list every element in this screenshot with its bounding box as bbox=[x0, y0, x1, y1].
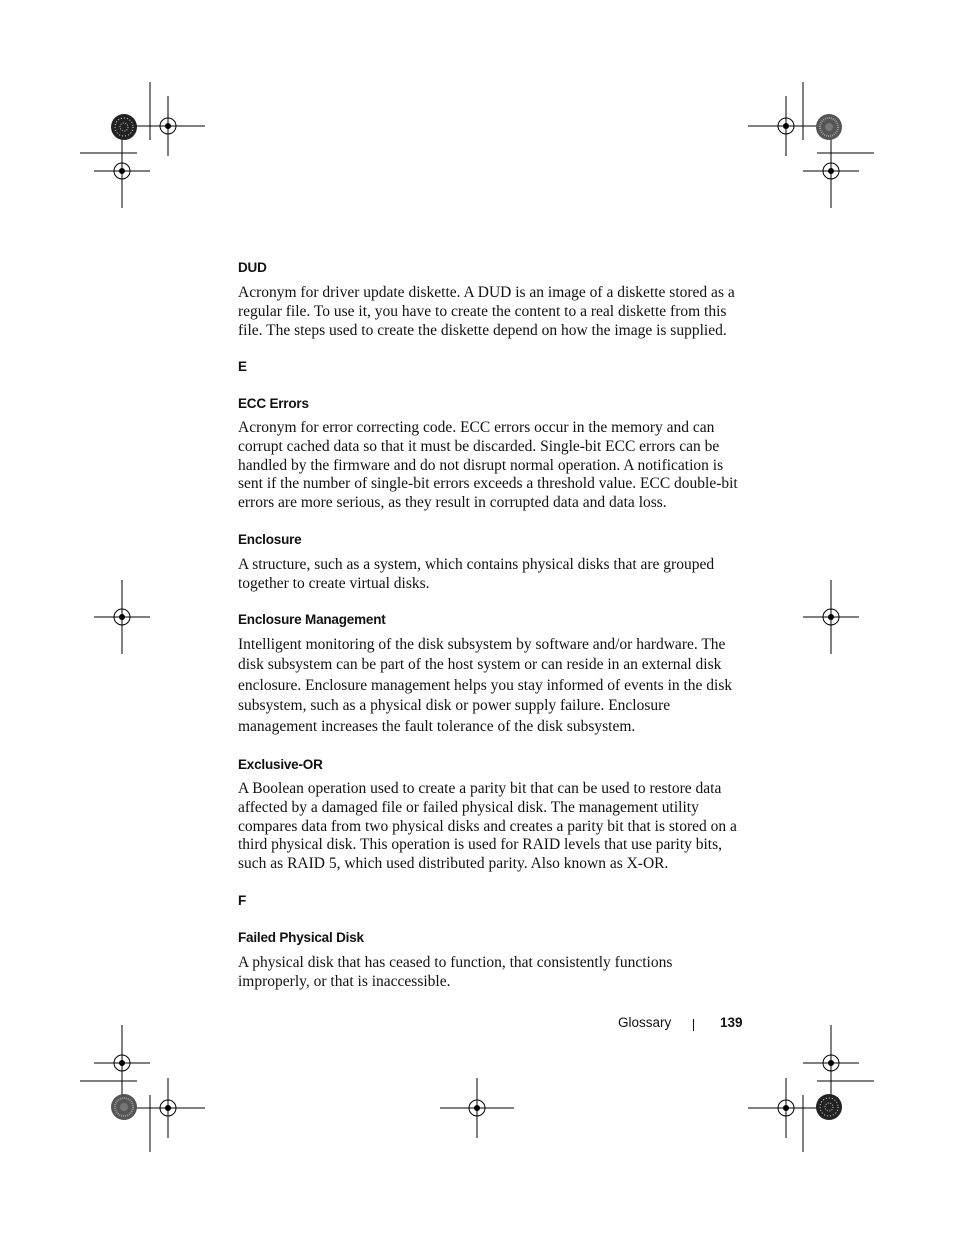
glossary-definition-enclosure-management: Intelligent monitoring of the disk subsystem by software and/or hardware. The disk subsystem can be part of the host system or can reside in an external disk enclosure. Enclosure management helps you stay informed of events in the disk subsystem, such as a physical disk or power supply failure. Enclosure management increases the fault tolerance of the disk subsystem. bbox=[238, 636, 733, 735]
glossary-term-failed-physical-disk: Failed Physical Disk bbox=[238, 930, 364, 945]
page-number: 139 bbox=[720, 1015, 743, 1030]
glossary-definition-enclosure: A structure, such as a system, which contains physical disks that are grouped together to create virtual disks. bbox=[238, 556, 715, 592]
glossary-definition-ecc-errors: Acronym for error correcting code. ECC errors occur in the memory and can corrupt cached data so that it must be discarded. Single-bit ECC errors can be handled by the firmware and do not disrupt normal operation. A notification is sent if the number of single-bit errors exceeds a threshold value. ECC double-bit errors are more serious, as they result in corrupted data and data loss. bbox=[238, 419, 738, 512]
registration-target-bottom-right bbox=[816, 1094, 842, 1120]
glossary-term-dud: DUD bbox=[238, 260, 267, 275]
glossary-definition-exclusive-or: A Boolean operation used to create a parity bit that can be used to restore data affected by a damaged file or failed physical disk. The management utility compares data from two physical disks and creates a parity bit that is stored on a third physical disk. This operation is used for RAID levels that use parity bits, such as RAID 5, which used distributed parity. Also known as X-OR. bbox=[238, 780, 737, 873]
glossary-definition-failed-physical-disk: A physical disk that has ceased to function, that consistently functions improperly, or that is inaccessible. bbox=[238, 954, 673, 990]
footer-section-label: Glossary bbox=[618, 1015, 672, 1030]
glossary-definition-dud: Acronym for driver update diskette. A DUD is an image of a diskette stored as a regular file. To use it, you have to create the content to a real diskette from this file. The steps used to create the diskette depend on how the image is supplied. bbox=[238, 284, 735, 339]
glossary-term-ecc-errors: ECC Errors bbox=[238, 396, 309, 411]
letter-heading-f: F bbox=[238, 893, 247, 908]
letter-heading-e: E bbox=[238, 359, 247, 374]
footer-separator bbox=[693, 1019, 694, 1031]
glossary-term-enclosure: Enclosure bbox=[238, 532, 302, 547]
registration-target-top-right bbox=[816, 114, 842, 140]
registration-target-top-left bbox=[111, 114, 137, 140]
glossary-term-exclusive-or: Exclusive-OR bbox=[238, 757, 323, 772]
glossary-term-enclosure-management: Enclosure Management bbox=[238, 612, 386, 627]
registration-target-bottom-left bbox=[111, 1094, 137, 1120]
